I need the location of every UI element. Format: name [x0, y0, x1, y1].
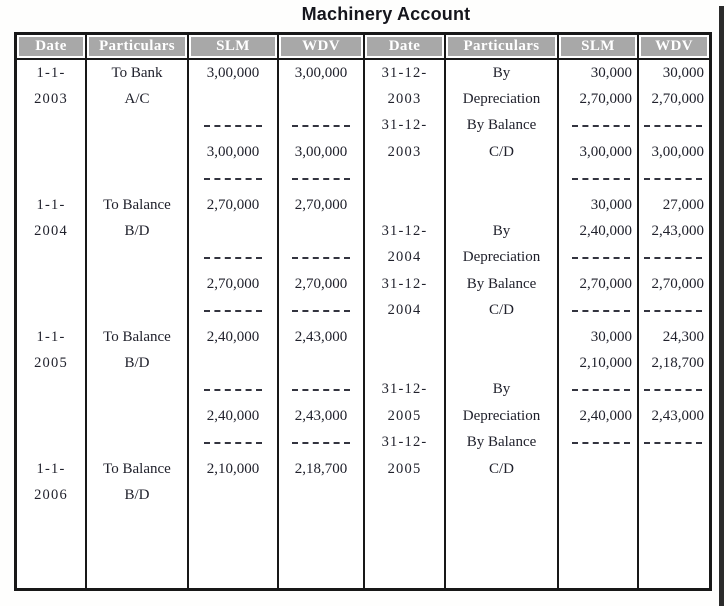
table-cell	[189, 218, 277, 244]
table-cell	[17, 271, 85, 297]
table-cell: 2,43,000	[651, 407, 704, 424]
table-cell: 2,70,000	[579, 275, 632, 292]
table-cell	[279, 86, 363, 112]
table-cell	[87, 509, 187, 535]
table-cell: To Bank	[111, 64, 163, 81]
table-cell: 30,000	[590, 64, 632, 81]
dashed-rule	[292, 178, 350, 180]
subtotal-dashes	[279, 298, 363, 324]
table-cell	[87, 245, 187, 271]
dashed-rule	[644, 389, 702, 391]
subtotal-dashes	[639, 166, 709, 192]
table-cell	[87, 139, 187, 165]
table-cell: 3,00,000	[206, 64, 260, 81]
table-cell	[446, 324, 557, 350]
table-cell: 2,70,000	[294, 196, 348, 213]
dashed-rule	[644, 178, 702, 180]
table-cell: 1-1-	[36, 64, 66, 81]
table-body	[17, 60, 709, 588]
table-cell: 1-1-	[36, 196, 66, 213]
table-cell: 2,70,000	[206, 196, 260, 213]
table-cell: By Balance	[466, 434, 537, 451]
table-cell	[87, 403, 187, 429]
table-cell	[189, 509, 277, 535]
table-cell	[189, 535, 277, 561]
table-cell: B/D	[124, 354, 150, 371]
subtotal-dashes	[279, 429, 363, 455]
table-cell	[639, 535, 709, 561]
table-cell	[279, 561, 363, 587]
table-cell: 30,000	[590, 328, 632, 345]
subtotal-dashes	[189, 113, 277, 139]
table-cell	[87, 298, 187, 324]
dashed-rule	[292, 442, 350, 444]
table-cell: Depreciation	[462, 407, 541, 424]
table-cell	[17, 429, 85, 455]
table-cell: 30,000	[590, 196, 632, 213]
table-cell	[639, 456, 709, 482]
table-cell: 2,18,700	[651, 354, 704, 371]
table-cell	[279, 482, 363, 508]
table-cell: 31-12-	[381, 381, 428, 398]
table-cell	[17, 535, 85, 561]
subtotal-dashes	[639, 245, 709, 271]
table-cell	[17, 403, 85, 429]
subtotal-dashes	[559, 377, 637, 403]
table-cell	[365, 482, 444, 508]
column-date-credit	[363, 60, 444, 588]
table-cell: B/D	[124, 223, 150, 240]
table-cell: 2006	[34, 486, 68, 503]
table-cell: 2004	[387, 249, 422, 266]
subtotal-dashes	[559, 113, 637, 139]
table-cell: 2,70,000	[579, 91, 632, 108]
dashed-rule	[572, 389, 630, 391]
table-cell: Depreciation	[462, 249, 541, 266]
subtotal-dashes	[559, 298, 637, 324]
table-cell: 2,40,000	[206, 407, 260, 424]
header-label: WDV	[641, 37, 707, 56]
table-cell: 2,70,000	[651, 91, 704, 108]
subtotal-dashes	[279, 166, 363, 192]
dashed-rule	[204, 257, 262, 259]
table-cell	[446, 192, 557, 218]
table-cell	[365, 535, 444, 561]
table-cell	[279, 218, 363, 244]
column-wdv-debit	[277, 60, 363, 588]
header-cell-wdv-debit	[277, 35, 363, 58]
dashed-rule	[204, 178, 262, 180]
table-cell: 2003	[387, 143, 422, 160]
dashed-rule	[204, 125, 262, 127]
table-cell: 2,40,000	[579, 223, 632, 240]
subtotal-dashes	[189, 245, 277, 271]
table-cell	[17, 113, 85, 139]
table-cell: 2,43,000	[294, 407, 348, 424]
table-cell: 1-1-	[36, 328, 66, 345]
table-cell	[17, 509, 85, 535]
table-cell: 2,18,700	[294, 460, 348, 477]
table-cell	[559, 509, 637, 535]
table-cell: 24,300	[662, 328, 704, 345]
header-cell-slm-debit	[187, 35, 277, 58]
dashed-rule	[644, 442, 702, 444]
header-label: Particulars	[448, 37, 555, 56]
table-cell: 27,000	[662, 196, 704, 213]
table-cell	[17, 245, 85, 271]
table-cell	[639, 482, 709, 508]
table-cell	[365, 166, 444, 192]
table-cell: 2,70,000	[651, 275, 704, 292]
table-cell: To Balance	[103, 196, 171, 213]
table-cell: C/D	[488, 460, 514, 477]
dashed-rule	[572, 310, 630, 312]
table-cell	[559, 456, 637, 482]
table-cell	[189, 482, 277, 508]
table-cell: By Balance	[466, 117, 537, 134]
table-cell: B/D	[124, 486, 150, 503]
table-cell: Depreciation	[462, 91, 541, 108]
header-cell-date-credit	[363, 35, 444, 58]
header-cell-slm-credit	[557, 35, 637, 58]
table-cell: 31-12-	[381, 64, 428, 81]
table-cell	[446, 561, 557, 587]
table-cell	[279, 509, 363, 535]
table-cell	[87, 271, 187, 297]
table-cell: 2004	[387, 302, 422, 319]
column-slm-debit	[187, 60, 277, 588]
subtotal-dashes	[189, 298, 277, 324]
table-cell	[365, 509, 444, 535]
header-cell-date-debit	[17, 35, 85, 58]
table-cell: By Balance	[466, 275, 537, 292]
scan-edge-artifact	[719, 6, 724, 606]
table-cell: 2,70,000	[206, 275, 260, 292]
table-cell: 2,40,000	[579, 407, 632, 424]
subtotal-dashes	[639, 113, 709, 139]
table-cell	[87, 429, 187, 455]
table-cell	[365, 192, 444, 218]
column-wdv-credit	[637, 60, 709, 588]
subtotal-dashes	[559, 245, 637, 271]
dashed-rule	[204, 442, 262, 444]
subtotal-dashes	[639, 429, 709, 455]
table-cell: 1-1-	[36, 460, 66, 477]
column-slm-credit	[557, 60, 637, 588]
machinery-account-table	[14, 32, 712, 591]
table-cell: 2,70,000	[294, 275, 348, 292]
table-cell	[279, 350, 363, 376]
table-cell	[446, 482, 557, 508]
table-cell: 2,43,000	[651, 223, 704, 240]
table-cell	[87, 113, 187, 139]
subtotal-dashes	[189, 166, 277, 192]
subtotal-dashes	[189, 429, 277, 455]
table-cell: 2004	[34, 223, 68, 240]
table-cell: 30,000	[662, 64, 704, 81]
subtotal-dashes	[639, 298, 709, 324]
column-particulars-credit	[444, 60, 557, 588]
table-cell: 2003	[387, 91, 422, 108]
dashed-rule	[204, 310, 262, 312]
table-cell	[446, 166, 557, 192]
dashed-rule	[292, 257, 350, 259]
table-cell: C/D	[488, 302, 514, 319]
table-cell: 2,40,000	[206, 328, 260, 345]
page-title: Machinery Account	[301, 4, 471, 24]
subtotal-dashes	[279, 245, 363, 271]
table-cell	[17, 166, 85, 192]
table-cell: 31-12-	[381, 434, 428, 451]
table-cell	[446, 535, 557, 561]
dashed-rule	[292, 125, 350, 127]
table-cell	[559, 482, 637, 508]
dashed-rule	[572, 442, 630, 444]
subtotal-dashes	[189, 377, 277, 403]
table-cell	[639, 509, 709, 535]
table-cell: A/C	[124, 91, 150, 108]
table-cell	[559, 561, 637, 587]
table-cell: By	[492, 223, 511, 240]
subtotal-dashes	[559, 166, 637, 192]
subtotal-dashes	[279, 113, 363, 139]
dashed-rule	[572, 257, 630, 259]
table-cell	[446, 350, 557, 376]
table-cell	[189, 561, 277, 587]
table-cell: By	[492, 381, 511, 398]
dashed-rule	[644, 257, 702, 259]
table-cell	[87, 166, 187, 192]
table-header-row	[17, 35, 709, 60]
header-label: Date	[367, 37, 442, 56]
subtotal-dashes	[279, 377, 363, 403]
dashed-rule	[572, 125, 630, 127]
table-cell: 31-12-	[381, 117, 428, 134]
header-label: WDV	[281, 37, 361, 56]
table-cell	[17, 561, 85, 587]
subtotal-dashes	[559, 429, 637, 455]
table-cell	[87, 377, 187, 403]
dashed-rule	[292, 389, 350, 391]
table-cell: By	[492, 64, 511, 81]
table-cell	[17, 139, 85, 165]
dashed-rule	[644, 310, 702, 312]
header-label: Date	[19, 37, 83, 56]
table-cell: 31-12-	[381, 275, 428, 292]
header-label: SLM	[561, 37, 635, 56]
table-cell	[365, 561, 444, 587]
table-cell: 3,00,000	[294, 143, 348, 160]
column-particulars-debit	[85, 60, 187, 588]
table-cell: 2,10,000	[579, 354, 632, 371]
table-cell	[559, 535, 637, 561]
table-cell: 2,43,000	[294, 328, 348, 345]
table-cell: 3,00,000	[651, 143, 704, 160]
table-cell	[189, 86, 277, 112]
table-cell	[446, 509, 557, 535]
table-cell	[189, 350, 277, 376]
table-cell	[365, 350, 444, 376]
table-cell: 2005	[387, 460, 422, 477]
subtotal-dashes	[639, 377, 709, 403]
table-cell	[17, 298, 85, 324]
table-cell: To Balance	[103, 328, 171, 345]
table-cell: 2003	[34, 91, 68, 108]
table-cell: C/D	[488, 143, 514, 160]
table-cell: 3,00,000	[579, 143, 632, 160]
table-cell	[365, 324, 444, 350]
dashed-rule	[204, 389, 262, 391]
dashed-rule	[292, 310, 350, 312]
table-cell	[17, 377, 85, 403]
table-cell: To Balance	[103, 460, 171, 477]
table-cell: 2005	[387, 407, 422, 424]
header-cell-particulars-credit	[444, 35, 557, 58]
dashed-rule	[644, 125, 702, 127]
table-cell	[87, 561, 187, 587]
table-cell: 3,00,000	[294, 64, 348, 81]
header-cell-wdv-credit	[637, 35, 709, 58]
header-label: Particulars	[89, 37, 185, 56]
table-cell	[639, 561, 709, 587]
table-cell: 31-12-	[381, 223, 428, 240]
dashed-rule	[572, 178, 630, 180]
table-cell: 2005	[34, 354, 68, 371]
header-cell-particulars-debit	[85, 35, 187, 58]
table-cell	[87, 535, 187, 561]
column-date-debit	[17, 60, 85, 588]
table-cell: 3,00,000	[206, 143, 260, 160]
table-cell	[279, 535, 363, 561]
table-cell: 2,10,000	[206, 460, 260, 477]
header-label: SLM	[191, 37, 275, 56]
